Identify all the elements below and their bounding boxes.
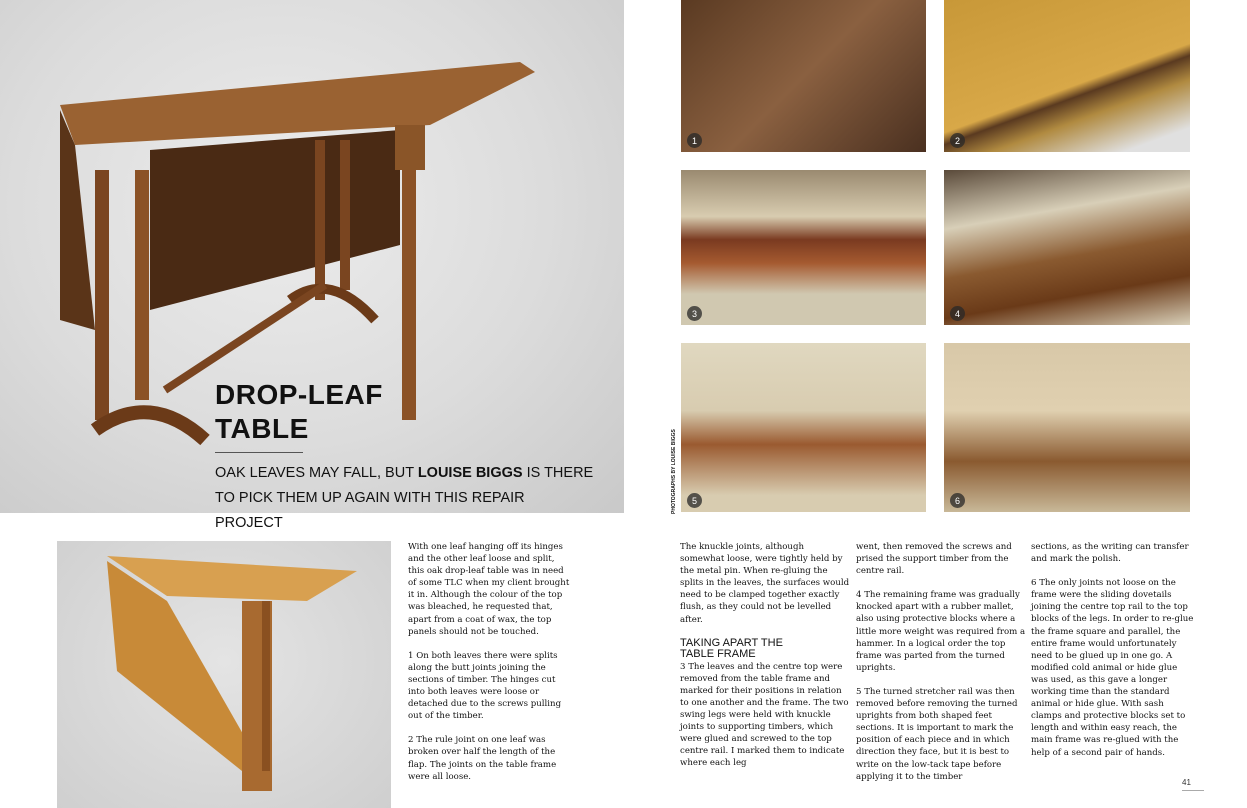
- paragraph: 3 The leaves and the centre top were removed from the table frame and marked for their positions in relation to one another and the frame. The two swing legs were held with knuckle joints to supporting timbers, which were glued and screwed to the top centre rail. I marked them to indicate where each leg: [680, 661, 849, 769]
- photo-number-badge: 5: [687, 493, 702, 508]
- body-column-1: [408, 541, 573, 795]
- step-photo-6: [944, 343, 1190, 512]
- body-column-4: [1031, 541, 1196, 771]
- table-before-illustration: [57, 541, 391, 808]
- photo-number-badge: 1: [687, 133, 702, 148]
- author-name: LOUISE BIGGS: [417, 465, 523, 481]
- title-line-1: DROP-LEAF: [215, 379, 383, 410]
- photo-number-badge: 6: [950, 493, 965, 508]
- standfirst-text: OAK LEAVES MAY FALL, BUT: [215, 465, 418, 481]
- photo-credit: PHOTOGRAPHS BY LOUISE BIGGS: [671, 429, 677, 514]
- paragraph: The knuckle joints, although somewhat loose, were tightly held by the metal pin. When re-gluing the splits in the leaves, the surfaces would need to be clamped together exactly flush, as they could not be levelled after.: [680, 542, 850, 625]
- paragraph: With one leaf hanging off its hinges and the other leaf loose and split, this oak drop-leaf table was in need of some TLC when my client brought it in. Although the colour of the top was bleached, he requested that, apart from a coat of wax, the top panels should not be touched.: [408, 542, 570, 637]
- title-divider: [215, 452, 303, 453]
- page-number: 41: [1182, 778, 1204, 791]
- photo-number-badge: 2: [950, 133, 965, 148]
- photo-number-badge: 3: [687, 306, 702, 321]
- paragraph: sections, as the writing can transfer and mark the polish.: [1031, 542, 1189, 565]
- body-column-3: [856, 541, 1028, 795]
- paragraph: 6 The only joints not loose on the frame were the sliding dovetails joining the centre top rail to the top blocks of the legs. In order to re-glue the frame square and parallel, the entire frame would unfortunately need to be glued up in one go. A modified cold animal or hide glue was used, as this gave a longer working time than the standard animal or hide glue. With sash clamps and protective blocks set to length and within easy reach, the main frame was re-glued with the help of a second pair of hands.: [1031, 578, 1194, 758]
- step-photo-3: [681, 170, 926, 325]
- section-heading: TAKING APART THE TABLE FRAME: [680, 636, 783, 660]
- article-title: [215, 378, 383, 446]
- title-line-2: TABLE: [215, 413, 309, 444]
- step-photo-2: [944, 0, 1190, 152]
- standfirst-text: IS THERE TO PICK THEM UP AGAIN WITH THIS REPAIR PROJECT: [215, 465, 594, 531]
- paragraph: 2 The rule joint on one leaf was broken over half the length of the flap. The joints on the table frame were all loose.: [408, 735, 557, 782]
- standfirst: [215, 461, 595, 536]
- paragraph: went, then removed the screws and prised the support timber from the centre rail.: [856, 542, 1012, 577]
- paragraph: 5 The turned stretcher rail was then removed before removing the turned uprights from both shaped feet sections. It is important to mark the position of each piece and in which direction they face, but it is best to write on the low-tack tape before applying it to the timber: [856, 686, 1018, 782]
- step-photo-1: [681, 0, 926, 152]
- step-photo-4: [944, 170, 1190, 325]
- before-photo: [57, 541, 391, 808]
- photo-number-badge: 4: [950, 306, 965, 321]
- step-photo-5: [681, 343, 926, 512]
- paragraph: 4 The remaining frame was gradually knocked apart with a rubber mallet, also using protective blocks where a little more weight was required from a hammer. In a logical order the top frame was parted from the turned uprights.: [856, 590, 1026, 673]
- paragraph: 1 On both leaves there were splits along the butt joints joining the sections of timber. The hinges cut into both leaves were loose or detached due to the screws pulling out of the timber.: [408, 650, 562, 722]
- body-column-2: [680, 541, 850, 782]
